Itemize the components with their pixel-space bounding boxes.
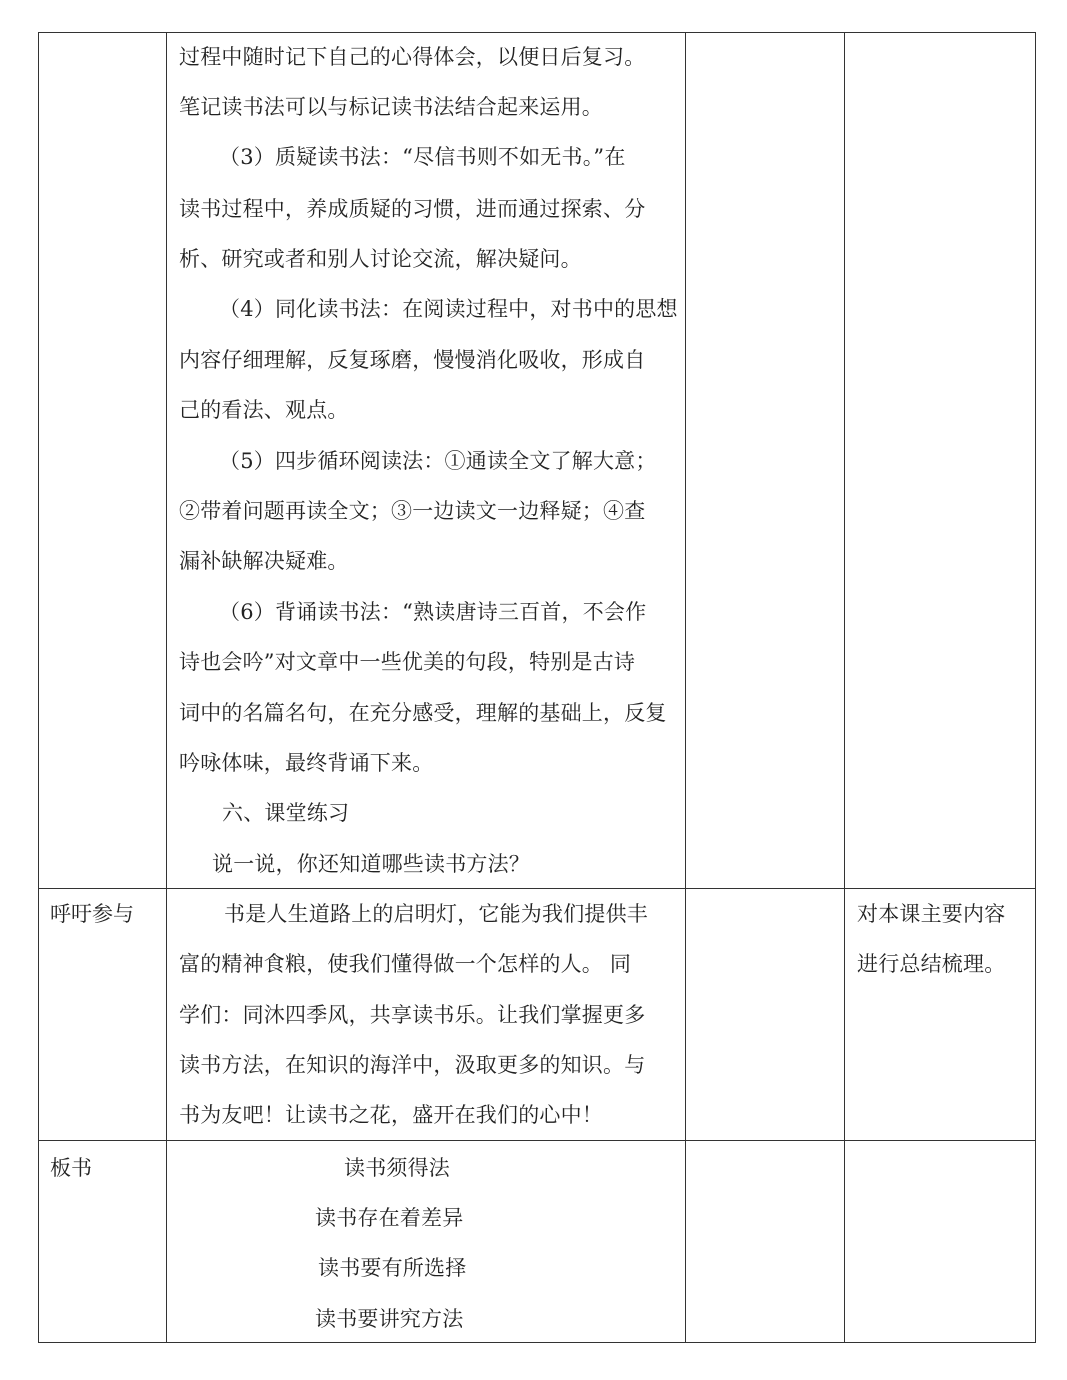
lesson-plan-table (38, 32, 1036, 1343)
blackboard-line: 读书要有所选择 (318, 1256, 467, 1280)
content-line: （4）同化读书法：在阅读过程中，对书中的思想 (219, 297, 678, 321)
row-label: 呼吁参与 (50, 902, 134, 926)
content-line: 说一说，你还知道哪些读书方法？ (212, 852, 530, 876)
content-line: 内容仔细理解，反复琢磨，慢慢消化吸收，形成自 (179, 348, 646, 372)
blackboard-line: 读书须得法 (344, 1156, 450, 1180)
content-line: （3）质疑读书法：“尽信书则不如无书。”在 (219, 145, 626, 169)
content-line: 书是人生道路上的启明灯，它能为我们提供丰 (224, 902, 648, 926)
column-divider (685, 33, 686, 1342)
content-line: 词中的名篇名句，在充分感受，理解的基础上，反复 (179, 701, 667, 725)
content-line: 富的精神食粮，使我们懂得做一个怎样的人。 同 (179, 952, 632, 976)
content-line: 诗也会吟”对文章中一些优美的句段，特别是古诗 (179, 650, 636, 674)
content-line: 析、研究或者和别人讨论交流，解决疑问。 (179, 247, 582, 271)
row-label: 板书 (50, 1156, 92, 1180)
content-line: 过程中随时记下自己的心得体会，以便日后复习。 (179, 45, 646, 69)
notes-line: 对本课主要内容 (857, 902, 1006, 926)
row1-content-cell (167, 33, 685, 888)
row2-content-cell (167, 889, 685, 1140)
blackboard-line: 读书要讲究方法 (315, 1307, 464, 1331)
content-line: 漏补缺解决疑难。 (179, 549, 349, 573)
content-line: （5）四步循环阅读法：①通读全文了解大意； (219, 449, 657, 473)
content-line: 学们：同沐四季风，共享读书乐。让我们掌握更多 (179, 1003, 646, 1027)
content-line: 笔记读书法可以与标记读书法结合起来运用。 (179, 95, 603, 119)
content-line: 吟咏体味，最终背诵下来。 (179, 751, 434, 775)
row3-content-cell (167, 1141, 685, 1342)
blackboard-line: 读书存在着差异 (315, 1206, 464, 1230)
content-line: 己的看法、观点。 (179, 398, 349, 422)
column-divider (844, 33, 845, 1342)
row2-notes-cell (845, 889, 1035, 1140)
notes-line: 进行总结梳理。 (857, 952, 1006, 976)
content-line: ②带着问题再读全文；③一边读文一边释疑；④查 (179, 499, 646, 523)
content-line: 读书方法，在知识的海洋中，汲取更多的知识。与 (179, 1053, 646, 1077)
row3-label-cell (39, 1141, 166, 1342)
content-line: （6）背诵读书法：“熟读唐诗三百首，不会作 (219, 600, 647, 624)
content-line: 读书过程中，养成质疑的习惯，进而通过探索、分 (179, 197, 646, 221)
section-heading: 六、课堂练习 (222, 801, 350, 825)
row2-label-cell (39, 889, 166, 1140)
content-line: 书为友吧！让读书之花，盛开在我们的心中！ (179, 1103, 603, 1127)
